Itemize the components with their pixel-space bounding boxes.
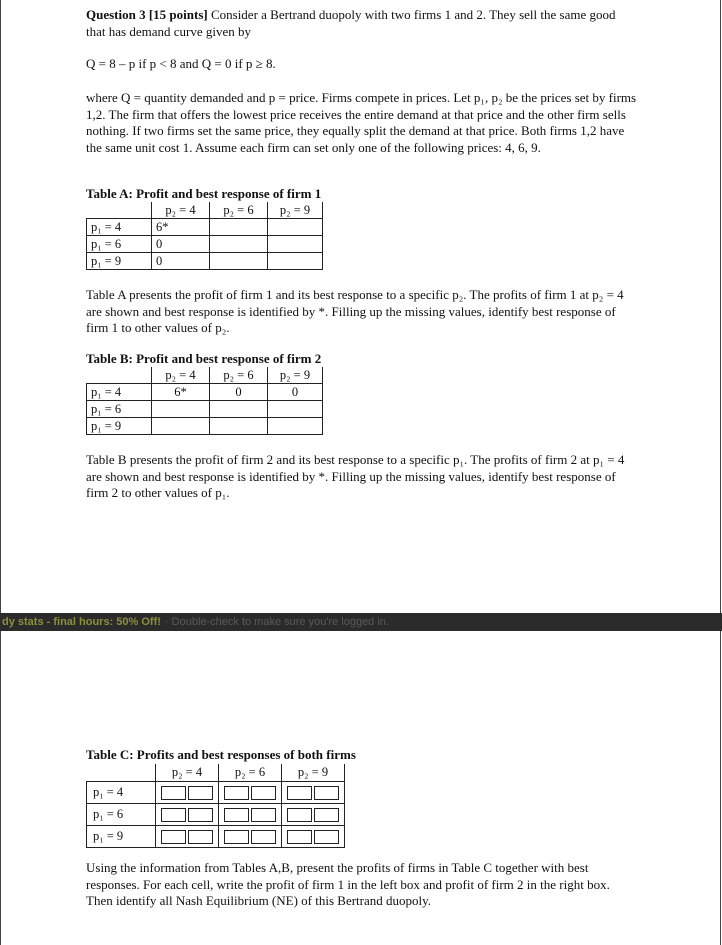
table-a-title: Table A: Profit and best response of firm 1: [86, 186, 322, 201]
table-a-col-header: p₂ = 4: [152, 202, 210, 219]
question-intro-text: Consider a Bertrand duopoly with two firms 1 and 2. They sell the same good that has demand curve given by: [86, 7, 616, 39]
table-a-cell: [268, 253, 323, 270]
table-a-title-wrap: [86, 186, 638, 203]
table-a-cell: [210, 219, 268, 236]
table-c-title: Table C: Profits and best responses of both firms: [86, 747, 356, 762]
table-b-row-label: p₁ = 6: [87, 401, 152, 418]
table-c-note: Using the information from Tables A,B, present the profits of firms in Table C together with best responses. For each cell, write the profit of firm 1 in the left box and profit of firm 2 in the right box. Then identify all Nash Equilibrium (NE) of this Bertrand duopoly.: [86, 860, 610, 908]
table-c-title-wrap: [86, 747, 638, 764]
table-a-row-label: p₁ = 6: [87, 236, 152, 253]
table-a-cell: 0: [152, 236, 210, 253]
table-b-cell: 6*: [152, 384, 210, 401]
table-c-cell: [282, 781, 345, 803]
table-a-cell: 6*: [152, 219, 210, 236]
setup-paragraph: [86, 90, 638, 156]
firm2-profit-box[interactable]: [251, 808, 276, 822]
firm1-profit-box[interactable]: [161, 808, 186, 822]
table-a-row-label: p₁ = 9: [87, 253, 152, 270]
document-page-2: [0, 631, 721, 945]
firm1-profit-box[interactable]: [161, 830, 186, 844]
firm2-profit-box[interactable]: [188, 786, 213, 800]
table-c-note-wrap: [86, 860, 638, 910]
table-b-corner: [87, 367, 152, 384]
table-c-cell: [156, 803, 219, 825]
table-b-col-header: p₂ = 9: [268, 367, 323, 384]
firm2-profit-box[interactable]: [188, 808, 213, 822]
table-b-cell: [268, 418, 323, 435]
table-b-row-label: p₁ = 4: [87, 384, 152, 401]
setup-text: where Q = quantity demanded and p = price. Firms compete in prices. Let p₁, p₂ be the prices set by firms 1,2. The firm that offers the lowest price receives the entire demand at that price and the other firm sells nothing. If two firms set the same price, they equally split the demand at that price. Both firms 1,2 have the same unit cost 1. Assume each firm can set only one of the following prices: 4, 6, 9.: [86, 90, 637, 155]
table-c-row-label: p₁ = 6: [87, 803, 156, 825]
table-c-cell: [156, 781, 219, 803]
table-c-cell: [219, 825, 282, 847]
table-c-col-header: p₂ = 4: [156, 764, 219, 781]
demand-equation-text: Q = 8 – p if p < 8 and Q = 0 if p ≥ 8.: [86, 56, 276, 71]
table-a: [86, 202, 323, 270]
question-intro: [86, 7, 638, 40]
firm2-profit-box[interactable]: [314, 786, 339, 800]
table-b-title-wrap: [86, 351, 638, 368]
firm1-profit-box[interactable]: [224, 808, 249, 822]
firm2-profit-box[interactable]: [251, 830, 276, 844]
table-a-col-header: p₂ = 6: [210, 202, 268, 219]
firm2-profit-box[interactable]: [251, 786, 276, 800]
table-c-col-header: p₂ = 9: [282, 764, 345, 781]
table-c: [86, 764, 345, 848]
firm1-profit-box[interactable]: [224, 830, 249, 844]
table-b-col-header: p₂ = 4: [152, 367, 210, 384]
promo-banner-subtext: · Double-check to make sure you're logged in.: [164, 616, 389, 628]
question-label: Question 3 [15 points]: [86, 7, 208, 22]
table-b: [86, 367, 323, 435]
promo-banner-text[interactable]: dy stats - final hours: 50% Off!: [2, 616, 161, 628]
table-b-cell: [152, 418, 210, 435]
table-a-cell: [210, 236, 268, 253]
table-a-note: Table A presents the profit of firm 1 and its best response to a specific p₂. The profits of firm 1 at p₂ = 4 are shown and best response is identified by *. Filling up the missing values, identify best response of firm 1 to other values of p₂.: [86, 287, 624, 335]
table-c-cell: [282, 803, 345, 825]
table-a-cell: [268, 219, 323, 236]
table-b-note: Table B presents the profit of firm 2 and its best response to a specific p₁. The profits of firm 2 at p₁ = 4 are shown and best response is identified by *. Filling up the missing values, identify best response of firm 2 to other values of p₁.: [86, 452, 625, 500]
table-b-cell: 0: [268, 384, 323, 401]
firm2-profit-box[interactable]: [314, 808, 339, 822]
table-a-note-wrap: [86, 287, 638, 337]
table-c-col-header: p₂ = 6: [219, 764, 282, 781]
table-a-cell: 0: [152, 253, 210, 270]
table-b-cell: [210, 418, 268, 435]
promo-banner[interactable]: [0, 613, 722, 631]
firm1-profit-box[interactable]: [287, 808, 312, 822]
table-c-cell: [282, 825, 345, 847]
table-c-cell: [156, 825, 219, 847]
table-a-row-label: p₁ = 4: [87, 219, 152, 236]
firm1-profit-box[interactable]: [224, 786, 249, 800]
table-c-cell: [219, 781, 282, 803]
table-b-col-header: p₂ = 6: [210, 367, 268, 384]
table-c-row-label: p₁ = 4: [87, 781, 156, 803]
table-a-corner: [87, 202, 152, 219]
firm2-profit-box[interactable]: [188, 830, 213, 844]
table-a-cell: [268, 236, 323, 253]
table-a-cell: [210, 253, 268, 270]
table-b-cell: [152, 401, 210, 418]
table-b-title: Table B: Profit and best response of firm 2: [86, 351, 322, 366]
table-b-cell: [210, 401, 268, 418]
table-c-row-label: p₁ = 9: [87, 825, 156, 847]
table-b-cell: 0: [210, 384, 268, 401]
firm1-profit-box[interactable]: [287, 830, 312, 844]
table-c-cell: [219, 803, 282, 825]
table-c-corner: [87, 764, 156, 781]
firm1-profit-box[interactable]: [161, 786, 186, 800]
table-a-col-header: p₂ = 9: [268, 202, 323, 219]
table-b-cell: [268, 401, 323, 418]
firm2-profit-box[interactable]: [314, 830, 339, 844]
firm1-profit-box[interactable]: [287, 786, 312, 800]
demand-equation: [86, 56, 638, 73]
table-b-note-wrap: [86, 452, 638, 502]
table-b-row-label: p₁ = 9: [87, 418, 152, 435]
